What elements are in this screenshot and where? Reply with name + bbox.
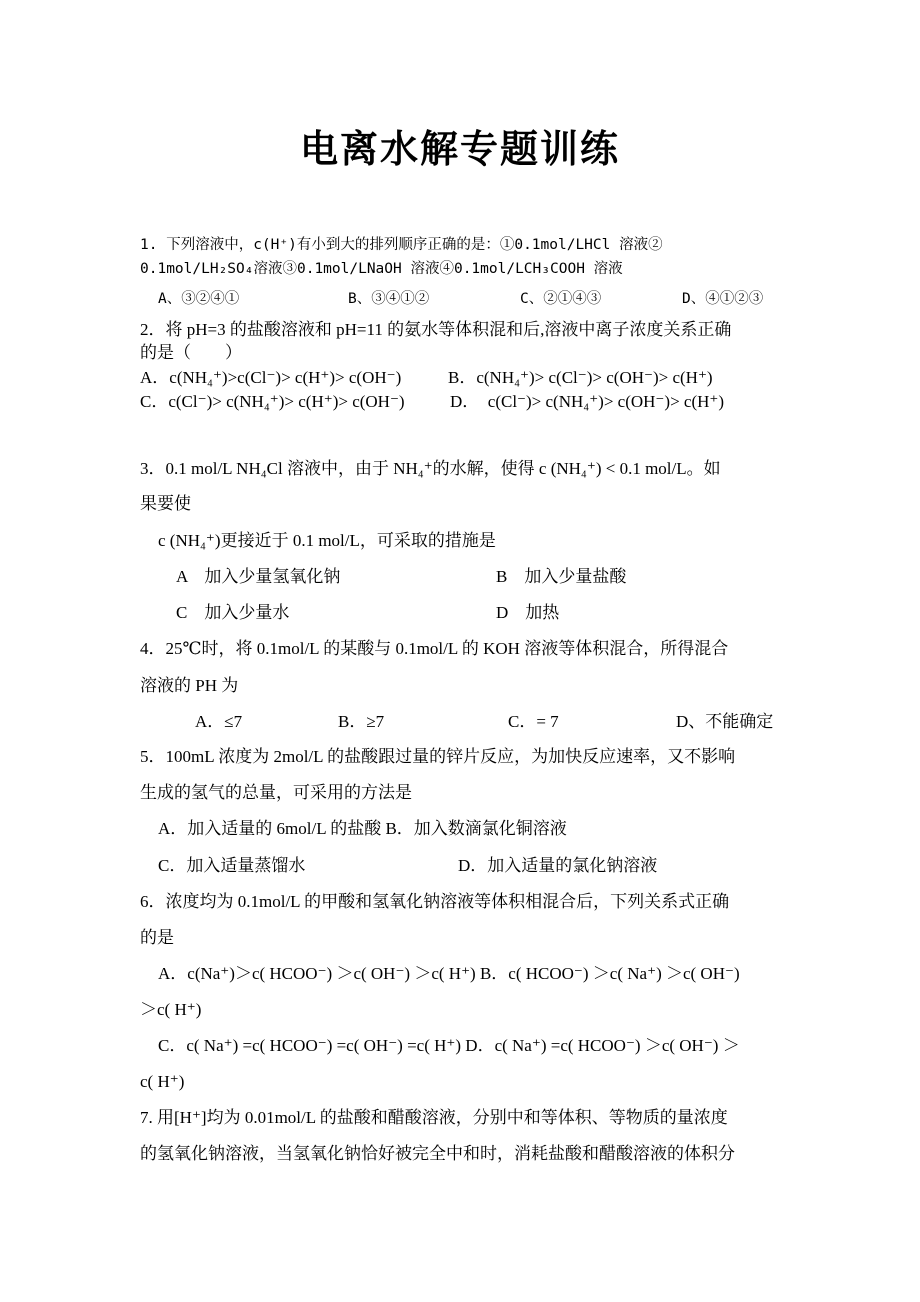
q2-option-c: C．c(Cl⁻)> c(NH₄⁺)> c(H⁺)> c(OH⁻) — [140, 392, 405, 411]
q2-option-a: A．c(NH₄⁺)>c(Cl⁻)> c(H⁺)> c(OH⁻) — [140, 368, 402, 387]
q3-line-3: c (NH₄⁺)更接近于 0.1 mol/L，可采取的措施是 — [158, 531, 496, 550]
q5-line-1: 5．100mL 浓度为 2mol/L 的盐酸跟过量的锌片反应，为加快反应速率，又不影响 — [140, 747, 736, 766]
q7-line-1: 7. 用[H⁺]均为 0.01mol/L 的盐酸和醋酸溶液，分别中和等体积、等物质的量浓度 — [140, 1108, 728, 1127]
q3-line-1: 3．0.1 mol/L NH₄Cl 溶液中，由于 NH₄⁺的水解，使得 c (NH₄⁺) < 0.1 mol/L。如 — [140, 459, 721, 478]
q3-option-a: A 加入少量氢氧化钠 — [176, 567, 341, 586]
q6-line-6: c( H⁺) — [140, 1072, 185, 1091]
q1-option-d: D、④①②③ — [682, 291, 764, 307]
q3-line-2: 果要使 — [140, 494, 191, 513]
q6-line-1: 6．浓度均为 0.1mol/L 的甲酸和氢氧化钠溶液等体积相混合后，下列关系式正确 — [140, 892, 730, 911]
q3-option-b: B 加入少量盐酸 — [496, 567, 627, 586]
q6-line-3: A．c(Na⁺)＞c( HCOO⁻) ＞c( OH⁻) ＞c( H⁺) B．c( HCOO⁻) ＞c( Na⁺) ＞c( OH⁻) — [158, 964, 740, 983]
q4-line-1: 4．25℃时，将 0.1mol/L 的某酸与 0.1mol/L 的 KOH 溶液等体积混合，所得混合 — [140, 639, 729, 658]
q2-line-1: 2．将 pH=3 的盐酸溶液和 pH=11 的氨水等体积混和后,溶液中离子浓度关系正确 — [140, 320, 732, 339]
q5-option-d: D．加入适量的氯化钠溶液 — [458, 856, 658, 875]
q2-line-2: 的是（ ） — [140, 343, 242, 362]
q1-option-a: A、③②④① — [158, 291, 240, 307]
q6-line-2: 的是 — [140, 928, 174, 947]
q4-option-d: D、不能确定 — [676, 712, 774, 731]
q6-line-4: ＞c( H⁺) — [140, 1000, 202, 1019]
page-title: 电离水解专题训练 — [299, 127, 620, 171]
q4-option-b: B．≥7 — [338, 712, 385, 731]
q2-option-d: D． c(Cl⁻)> c(NH₄⁺)> c(OH⁻)> c(H⁺) — [450, 392, 725, 411]
q1-option-b: B、③④①② — [348, 291, 430, 307]
q5-line-2: 生成的氢气的总量，可采用的方法是 — [140, 783, 412, 802]
q5-option-c: C．加入适量蒸馏水 — [158, 856, 306, 875]
q6-line-5: C．c( Na⁺) =c( HCOO⁻) =c( OH⁻) =c( H⁺) D．c( Na⁺) =c( HCOO⁻) ＞c( OH⁻) ＞ — [158, 1036, 740, 1055]
q3-option-d: D 加热 — [496, 603, 560, 622]
q4-line-2: 溶液的 PH 为 — [140, 676, 239, 695]
q1-option-c: C、②①④③ — [520, 291, 602, 307]
q2-option-b: B．c(NH₄⁺)> c(Cl⁻)> c(OH⁻)> c(H⁺) — [448, 368, 713, 387]
q4-option-c: C．= 7 — [508, 712, 559, 731]
q7-line-2: 的氢氧化钠溶液，当氢氧化钠恰好被完全中和时，消耗盐酸和醋酸溶液的体积分 — [140, 1144, 735, 1163]
q4-option-a: A．≤7 — [195, 712, 243, 731]
q5-option-a-b: A．加入适量的 6mol/L 的盐酸 B．加入数滴氯化铜溶液 — [158, 819, 567, 838]
q1-line-1: 1. 下列溶液中，c(H⁺)有小到大的排列顺序正确的是：①0.1mol/LHCl 溶液② — [140, 237, 663, 253]
q1-line-2: 0.1mol/LH₂SO₄溶液③0.1mol/LNaOH 溶液④0.1mol/LCH₃COOH 溶液 — [140, 261, 623, 277]
q3-option-c: C 加入少量水 — [176, 603, 290, 622]
